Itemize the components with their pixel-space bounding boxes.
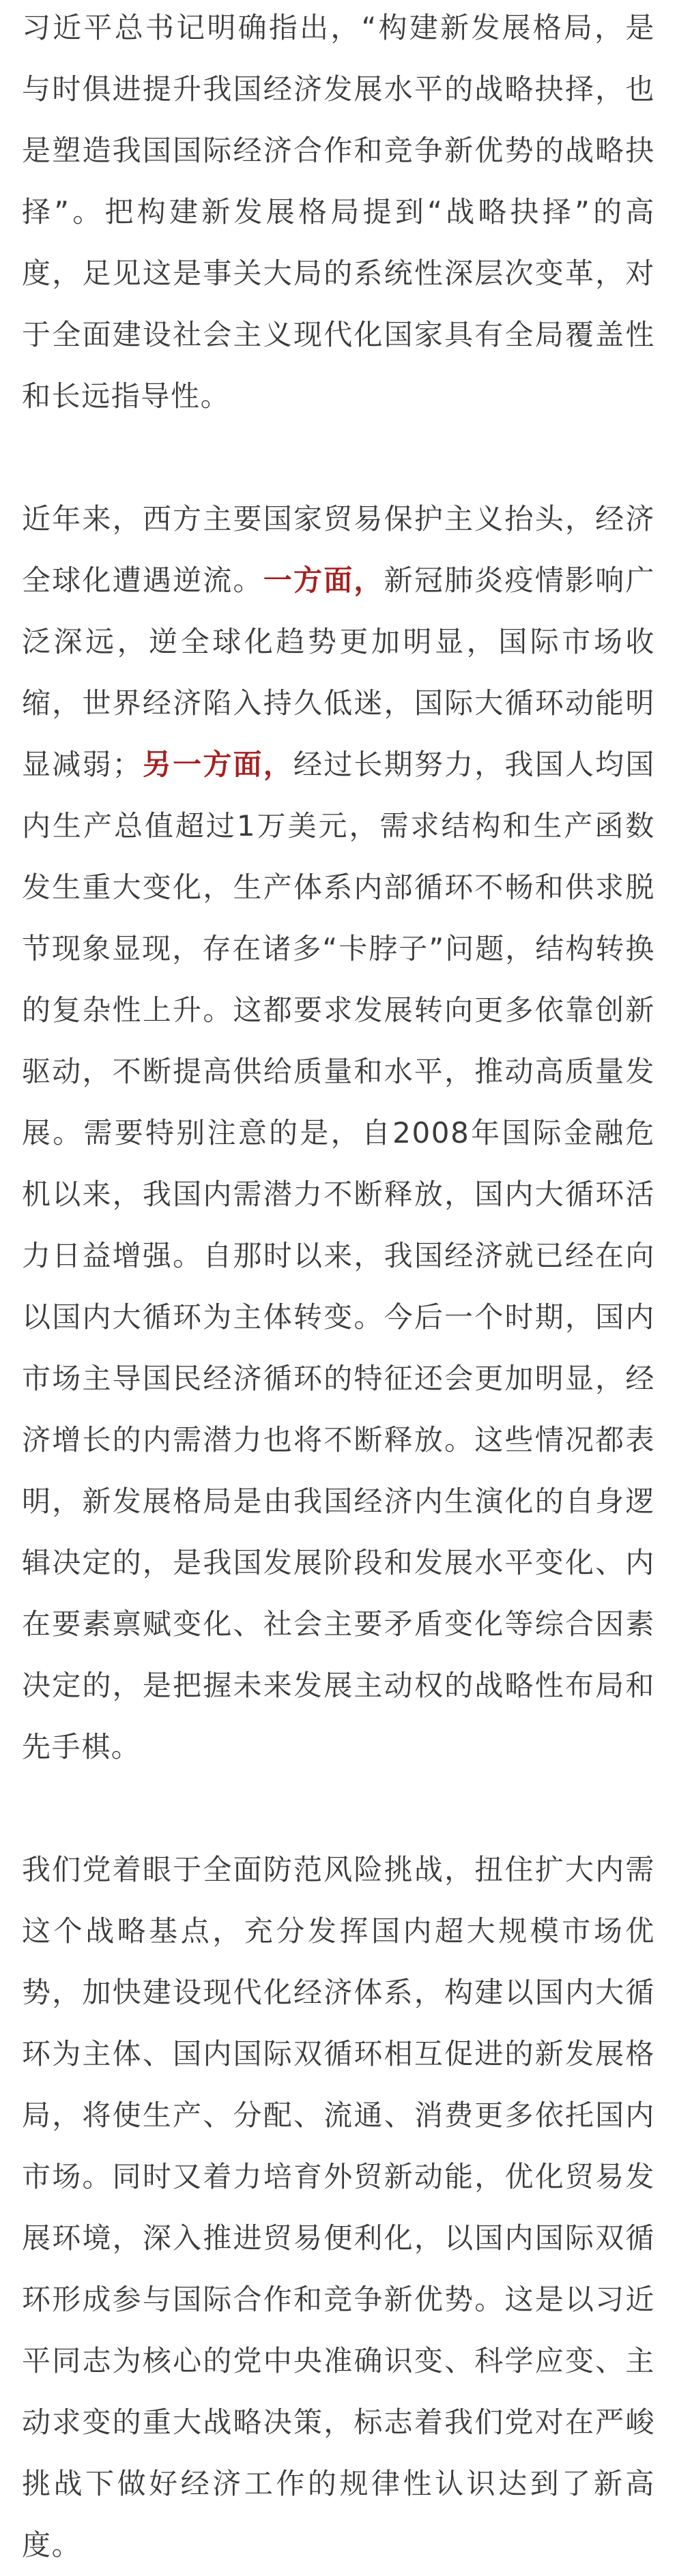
paragraph-background-rest: 经过长期努力，我国人均国内生产总值超过1万美元，需求结构和生产函数发生重大变化，生产体系内部循环不畅和供求脱节现象显现，存在诸多“卡脖子”问题，结构转换的复杂性上升。这都要求发展转向更多依靠创新驱动，不断提高供给质量和水平，推动高质量发展。需要特别注意的是，自2008年国际金融危机以来，我国内需潜力不断释放，国内大循环活力日益增强。自那时以来，我国经济就已经在向以国内大循环为主体转变。今后一个时期，国内市场主导国民经济循环的特征还会更加明显，经济增长的内需潜力也将不断释放。这些情况都表明，新发展格局是由我国经济内生演化的自身逻辑决定的，是我国发展阶段和发展水平变化、内在要素禀赋变化、社会主要矛盾变化等综合因素决定的，是把握未来发展主动权的战略性布局和先手棋。 (22, 748, 655, 1763)
paragraph-party-decision: 我们党着眼于全面防范风险挑战，扭住扩大内需这个战略基点，充分发挥国内超大规模市场优势，加快建设现代化经济体系，构建以国内大循环为主体、国内国际双循环相互促进的新发展格局，将使生产、分配、流通、消费更多依托国内市场。同时又着力培育外贸新动能，优化贸易发展环境，深入推进贸易便利化，以国内国际双循环形成参与国际合作和竞争新优势。这是以习近平同志为核心的党中央准确识变、科学应变、主动求变的重大战略决策，标志着我们党对在严峻挑战下做好经济工作的规律性认识达到了新高度。 (22, 1853, 655, 2562)
paragraph-background-intro: 近年来，西方主要国家贸易保护主义抬头，经济全球化遭遇逆流。 (22, 502, 655, 597)
highlight-on-the-other-hand: 另一方面， (142, 748, 293, 781)
highlight-on-one-hand: 一方面， (263, 564, 384, 597)
paragraph-background-middle: 新冠肺炎疫情影响广泛深远，逆全球化趋势更加明显，国际市场收缩，世界经济陷入持久低迷，国际大循环动能明显减弱； (22, 564, 656, 781)
paragraph-background (22, 488, 655, 1778)
paragraph-strategic-choice: 习近平总书记明确指出，“构建新发展格局，是与时俱进提升我国经济发展水平的战略抉择，也是塑造我国国际经济合作和竞争新优势的战略抉择”。把构建新发展格局提到“战略抉择”的高度，足见这是事关大局的系统性深层次变革，对于全面建设社会主义现代化国家具有全局覆盖性和长远指导性。 (22, 11, 655, 413)
